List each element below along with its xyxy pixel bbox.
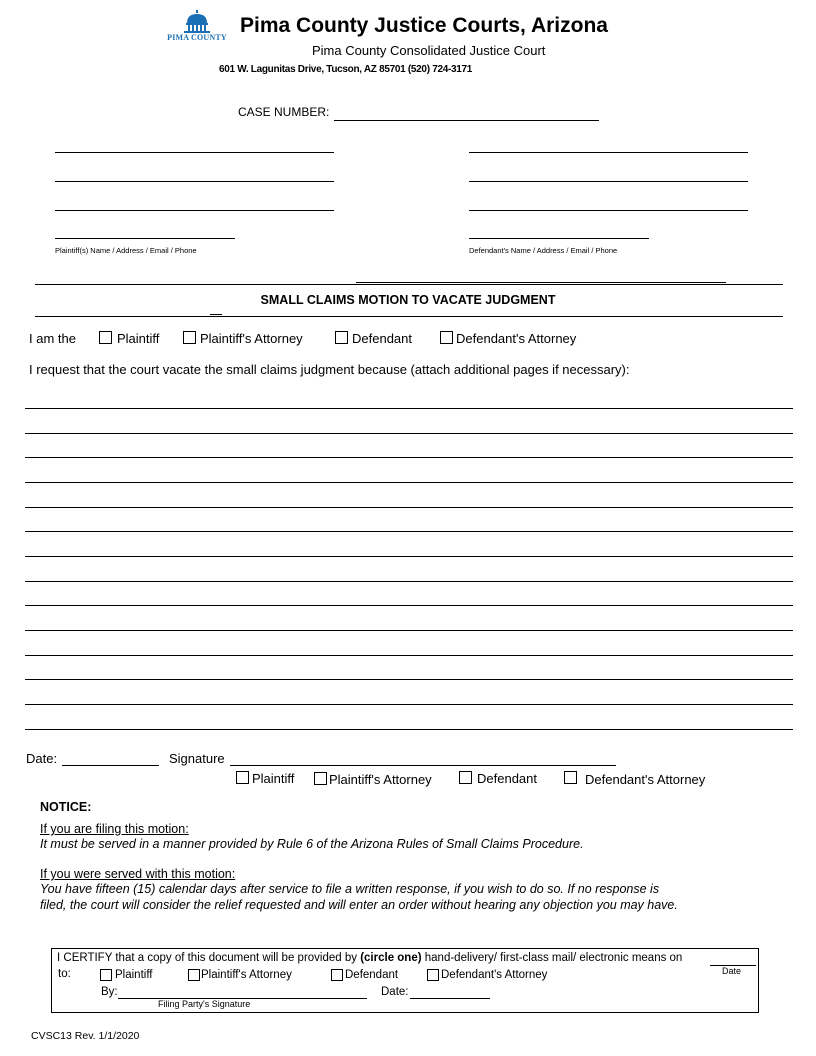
reason-line[interactable] (25, 581, 793, 582)
certify-by-label: By: (101, 986, 118, 998)
cert-plaintiff-attorney-label: Plaintiff's Attorney (201, 969, 292, 981)
certify-text: I CERTIFY that a copy of this document will be provided by (circle one) hand-delivery/ first-class mail/ electronic means on (57, 952, 683, 964)
courthouse-dome-icon (163, 9, 231, 35)
certify-date-caption: Date (722, 966, 742, 976)
defendant-line-4[interactable] (469, 238, 649, 239)
i-am-plaintiff-attorney-label: Plaintiff's Attorney (200, 331, 303, 346)
title-rule-tick (210, 314, 222, 315)
reason-line[interactable] (25, 408, 793, 409)
defendant-line-3[interactable] (469, 210, 748, 211)
plaintiff-line-3[interactable] (55, 210, 334, 211)
cert-defendant-label: Defendant (345, 969, 399, 981)
reason-line[interactable] (25, 433, 793, 434)
defendant-caption: Defendant's Name / Address / Email / Phone (469, 246, 618, 255)
cert-plaintiff-label: Plaintiff (115, 969, 153, 981)
plaintiff-line-4[interactable] (55, 238, 235, 239)
sig-plaintiff-attorney-label: Plaintiff's Attorney (329, 772, 432, 787)
defendant-line-1[interactable] (469, 152, 748, 153)
cert-plaintiff-checkbox[interactable] (100, 969, 112, 981)
case-number-label: CASE NUMBER: (238, 105, 330, 119)
court-address: 601 W. Lagunitas Drive, Tucson, AZ 85701 (520) 724-3171 (219, 64, 473, 75)
reason-line[interactable] (25, 507, 793, 508)
served-text-1: You have fifteen (15) calendar days after service to file a written response, if you wish to do so. If no response is (40, 882, 660, 896)
form-id: CVSC13 Rev. 1/1/2020 (31, 1030, 140, 1042)
sig-defendant-label: Defendant (477, 771, 537, 786)
pima-county-logo (163, 9, 231, 45)
reason-line[interactable] (25, 655, 793, 656)
cert-plaintiff-attorney-checkbox[interactable] (188, 969, 200, 981)
filing-heading: If you are filing this motion: (40, 822, 189, 836)
signature-label: Signature (169, 751, 225, 766)
i-am-plaintiff-attorney-checkbox[interactable] (183, 331, 196, 344)
cert-defendant-attorney-label: Defendant's Attorney (441, 969, 548, 981)
reason-line[interactable] (25, 482, 793, 483)
reason-line[interactable] (25, 605, 793, 606)
notice-title: NOTICE: (40, 800, 92, 814)
plaintiff-line-1[interactable] (55, 152, 334, 153)
date-label: Date: (26, 751, 58, 766)
cert-defendant-attorney-checkbox[interactable] (427, 969, 439, 981)
sig-plaintiff-label: Plaintiff (252, 771, 295, 786)
i-am-plaintiff-label: Plaintiff (117, 331, 160, 346)
sig-defendant-attorney-label: Defendant's Attorney (585, 772, 706, 787)
certify-to-label: to: (58, 968, 71, 980)
i-am-defendant-attorney-checkbox[interactable] (440, 331, 453, 344)
defendant-line-2[interactable] (469, 181, 748, 182)
i-am-defendant-checkbox[interactable] (335, 331, 348, 344)
served-text-2: filed, the court will consider the relief requested and will enter an order without hearing any objection you may have. (40, 898, 678, 912)
title-rule-short (356, 282, 726, 283)
reason-line[interactable] (25, 531, 793, 532)
court-title: Pima County Justice Courts, Arizona (240, 14, 608, 37)
sig-defendant-checkbox[interactable] (459, 771, 472, 784)
title-rule-bottom (35, 316, 783, 317)
i-am-defendant-attorney-label: Defendant's Attorney (456, 331, 577, 346)
date-field[interactable] (62, 765, 159, 766)
reason-line[interactable] (25, 457, 793, 458)
reason-line[interactable] (25, 704, 793, 705)
certify-date-label: Date: (381, 986, 409, 998)
title-rule-top (35, 284, 783, 285)
i-am-label: I am the (29, 331, 76, 346)
request-text: I request that the court vacate the small claims judgment because (attach additional pages if necessary): (29, 362, 630, 377)
plaintiff-line-2[interactable] (55, 181, 334, 182)
i-am-defendant-label: Defendant (352, 331, 412, 346)
plaintiff-caption: Plaintiff(s) Name / Address / Email / Phone (55, 246, 197, 255)
reason-line[interactable] (25, 679, 793, 680)
signature-field[interactable] (230, 765, 616, 766)
reason-line[interactable] (25, 729, 793, 730)
certify-sign-date-field[interactable] (410, 998, 490, 999)
filing-text: It must be served in a manner provided by Rule 6 of the Arizona Rules of Small Claims Procedure. (40, 837, 584, 851)
sig-plaintiff-attorney-checkbox[interactable] (314, 772, 327, 785)
logo-text: PIMA COUNTY (167, 33, 227, 42)
case-number-field[interactable] (334, 120, 599, 121)
reason-line[interactable] (25, 630, 793, 631)
served-heading: If you were served with this motion: (40, 867, 236, 881)
court-subtitle: Pima County Consolidated Justice Court (312, 43, 546, 58)
i-am-plaintiff-checkbox[interactable] (99, 331, 112, 344)
cert-defendant-checkbox[interactable] (331, 969, 343, 981)
sig-plaintiff-checkbox[interactable] (236, 771, 249, 784)
form-title: SMALL CLAIMS MOTION TO VACATE JUDGMENT (260, 293, 556, 307)
sig-defendant-attorney-checkbox[interactable] (564, 771, 577, 784)
reason-line[interactable] (25, 556, 793, 557)
filing-party-signature-caption: Filing Party's Signature (158, 999, 251, 1009)
